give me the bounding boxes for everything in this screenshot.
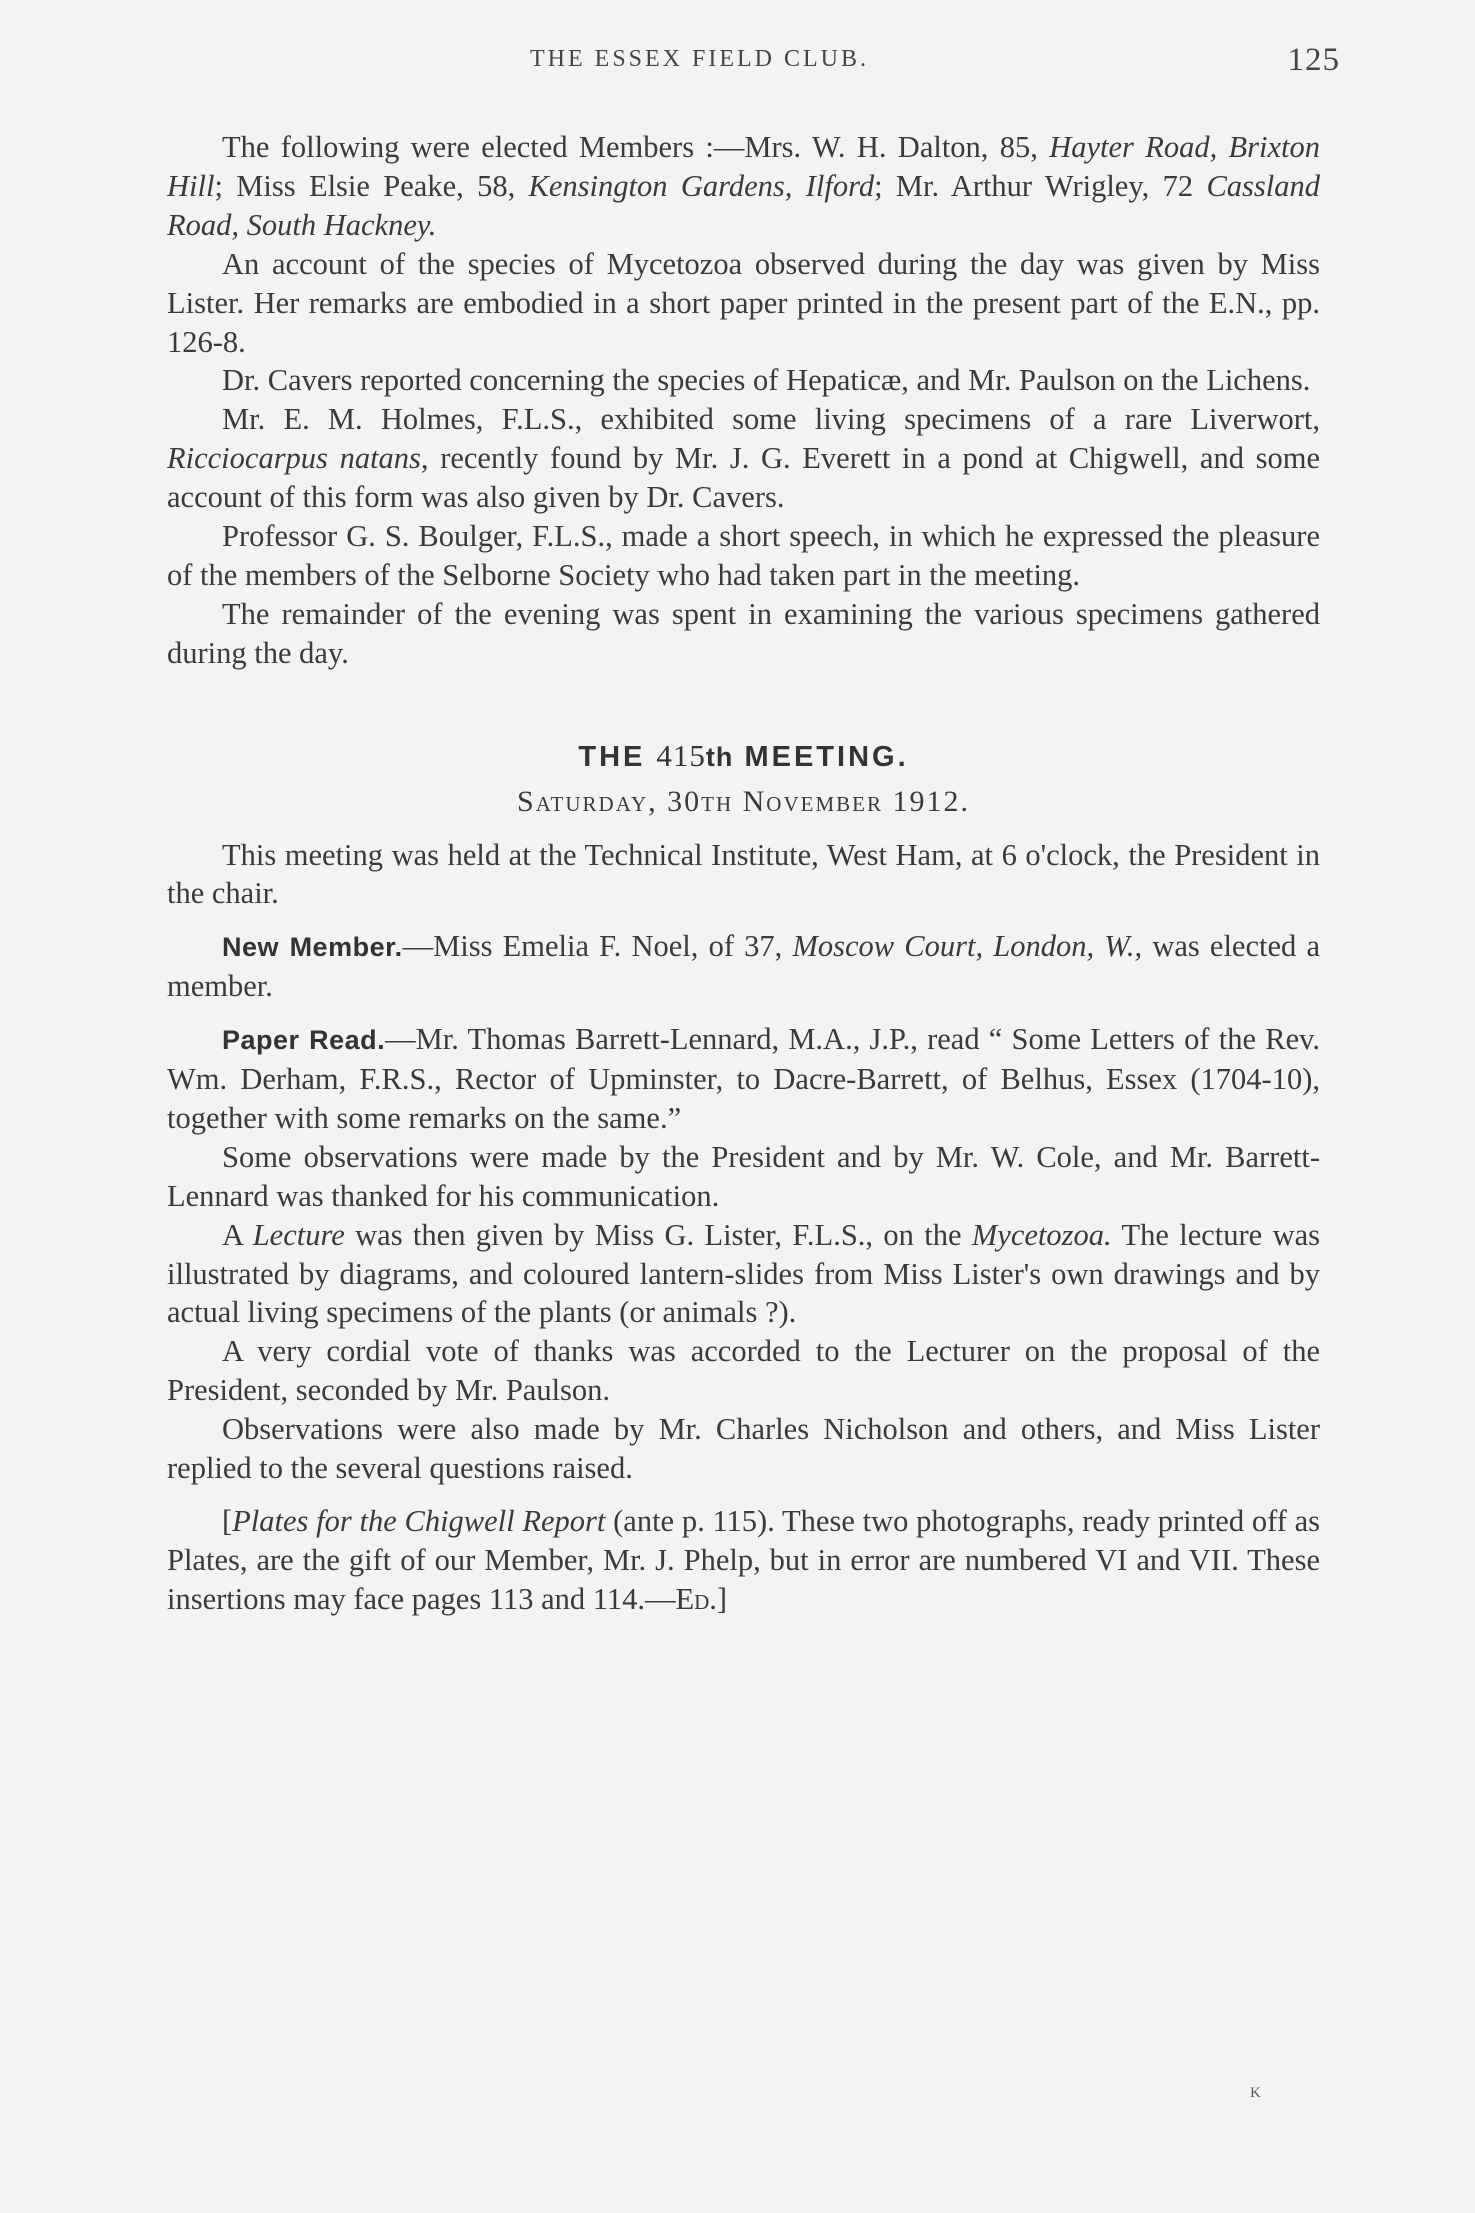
paragraph-observations: Some observations were made by the President and by Mr. W. Cole, and Mr. Barrett-Lennard was thanked for his communication. (167, 1139, 1320, 1213)
editor-mark: Ed. (675, 1581, 717, 1616)
text-run: —Miss Emelia F. Noel, of 37, (402, 929, 793, 964)
bracket-open: [ (222, 1504, 233, 1538)
text-run: Mr. E. M. Holmes, F.L.S., exhibited some living specimens of a rare Liverwort, (222, 402, 1320, 437)
paragraph-paper-read (167, 1020, 1320, 1138)
text-run: recently found by Mr. J. G. Everett in a pond at Chigwell, and some account of this form was also given by Dr. Cavers. (167, 441, 1320, 515)
text-run: The lecture was illustrated by diagrams, and coloured lantern-slides from Miss Lister's own drawings and by actual living specimens of the plants (or animals ?). (167, 1217, 1321, 1330)
running-head (0, 42, 1475, 86)
address-italic: Cassland Road, South Hackney. (167, 168, 1320, 242)
paragraph-meeting-intro: This meeting was held at the Technical Institute, West Ham, at 6 o'clock, the President in the chair. (167, 837, 1320, 911)
page-number: 125 (1287, 42, 1340, 78)
paragraph-boulger-speech: Professor G. S. Boulger, F.L.S., made a short speech, in which he expressed the pleasure of the members of the Selborne Society who had taken part in the meeting. (167, 519, 1320, 592)
meeting-heading (167, 737, 1320, 777)
paragraph-thanks: A very cordial vote of thanks was accorded to the Lecturer on the proposal of the President, seconded by Mr. Paulson. (167, 1334, 1320, 1408)
paragraph-hepaticae: Dr. Cavers reported concerning the species of Hepaticæ, and Mr. Paulson on the Lichens. (222, 363, 1311, 398)
subheading-paper-read: Paper Read. (222, 1025, 386, 1056)
paragraph-remainder: The remainder of the evening was spent in examining the various specimens gathered during the day. (167, 596, 1320, 670)
paragraph-plates-note (167, 1502, 1320, 1619)
text-run: (ante p. 115). These two photographs, ready printed off as Plates, are the gift of our Member, Mr. J. Phelp, but in error are numbered VI and VII. These insertions may face pages 113 and 114.— (167, 1504, 1320, 1616)
text-run: ; Mr. Arthur Wrigley, 72 (874, 168, 1207, 203)
text-run: was elected a member. (167, 929, 1320, 1004)
body-text (167, 128, 1320, 1619)
text-run: —Mr. Thomas Barrett-Lennard, M.A., J.P., read “ Some Letters of the Rev. Wm. Derham, F.R.S., Rector of Upminster, to Dacre-Barrett, of Belhus, Essex (1704-10), together with some remarks on the same.” (167, 1022, 1320, 1135)
running-title: THE ESSEX FIELD CLUB. (530, 46, 869, 72)
text-run: was then given by Miss G. Lister, F.L.S., on the (344, 1217, 972, 1252)
mycetozoa-italic: Mycetozoa. (971, 1217, 1112, 1252)
meeting-number: 415 (656, 737, 706, 773)
text-run: The following were elected Members :—Mrs. W. H. Dalton, 85, (222, 130, 1050, 164)
lecture-italic: Lecture (252, 1217, 345, 1252)
plates-italic: Plates for the Chigwell Report (232, 1504, 606, 1538)
bracket-close: ] (716, 1581, 728, 1616)
address-italic: Kensington Gardens, Ilford (528, 168, 875, 203)
address-italic: Moscow Court, London, W., (792, 929, 1143, 964)
paragraph-elected-members (167, 128, 1320, 245)
ordinal-suffix: th (705, 741, 734, 772)
meeting-date: Saturday, 30th November 1912. (517, 784, 970, 818)
text-run: ; Miss Elsie Peake, 58, (214, 168, 529, 203)
text-run: A (222, 1217, 253, 1252)
subheading-new-member: New Member. (222, 932, 403, 963)
paragraph-mycetozoa-account: An account of the species of Mycetozoa observed during the day was given by Miss Lister. Her remarks are embodied in a short paper printed in the present part of the E.N., pp. 126-8. (167, 246, 1320, 359)
paragraph-liverwort (167, 400, 1320, 517)
paragraph-new-member (167, 927, 1320, 1006)
address-italic: Hayter Road, Brixton Hill (167, 130, 1320, 203)
signature-mark: K (1250, 2085, 1262, 2101)
heading-text: THE (578, 740, 657, 773)
heading-text: MEETING. (733, 740, 909, 773)
paragraph-questions: Observations were also made by Mr. Charles Nicholson and others, and Miss Lister replied to the several questions raised. (167, 1412, 1320, 1486)
paragraph-lecture (167, 1216, 1320, 1333)
species-name: Ricciocarpus natans, (167, 441, 429, 476)
